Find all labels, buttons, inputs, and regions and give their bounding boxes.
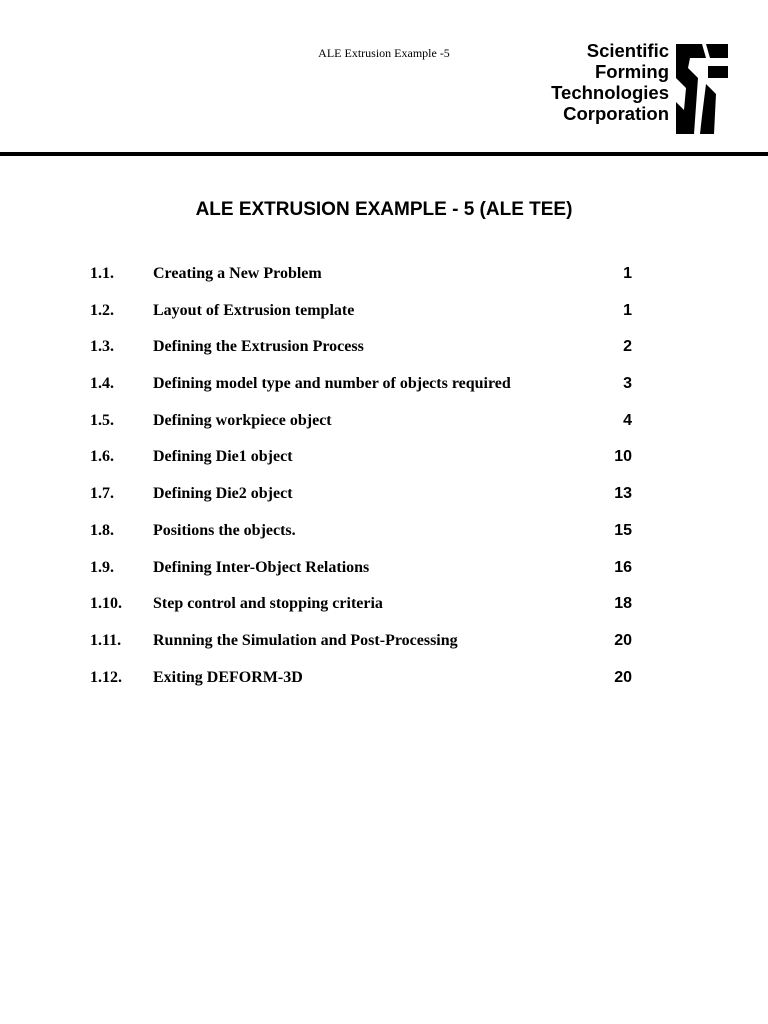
toc-label: Creating a New Problem (153, 265, 322, 282)
toc-entry[interactable] (0, 338, 768, 375)
toc-label: Defining workpiece object (153, 411, 332, 429)
toc-entry[interactable] (0, 448, 768, 485)
toc-label: Exiting DEFORM-3D (153, 668, 303, 686)
toc-number: 1.8. (90, 521, 114, 539)
toc-page-number: 18 (614, 595, 632, 613)
toc-number: 1.3. (90, 338, 114, 356)
page-title: ALE EXTRUSION EXAMPLE - 5 (ALE TEE) (195, 199, 573, 220)
toc-number: 1.9. (90, 558, 114, 576)
toc-label: Defining Die2 object (153, 485, 293, 503)
toc-page-number: 1 (623, 265, 632, 282)
toc-page-number: 4 (623, 411, 632, 429)
toc-number: 1.1. (90, 265, 114, 282)
toc-number: 1.2. (90, 301, 114, 319)
toc-entry[interactable] (0, 595, 768, 632)
toc-entry[interactable] (0, 412, 768, 449)
toc-entry[interactable] (0, 375, 768, 412)
toc-label: Positions the objects. (153, 521, 296, 539)
toc-label: Defining Die1 object (153, 448, 293, 466)
toc-entry[interactable] (0, 559, 768, 596)
toc-number: 1.10. (90, 595, 122, 613)
toc-page-number: 20 (614, 668, 632, 686)
toc-label: Defining the Extrusion Process (153, 338, 364, 356)
toc-page-number: 20 (614, 631, 632, 649)
toc-entry[interactable] (0, 669, 768, 706)
toc-number: 1.7. (90, 485, 114, 503)
toc-entry[interactable] (0, 485, 768, 522)
toc-page-number: 10 (614, 448, 632, 466)
header-divider (0, 152, 768, 156)
toc-entry[interactable] (0, 265, 768, 302)
toc-entry[interactable] (0, 302, 768, 339)
toc-label: Running the Simulation and Post-Processing (153, 631, 458, 649)
toc-page-number: 1 (623, 301, 632, 319)
toc-page-number: 3 (623, 375, 632, 393)
table-of-contents (0, 265, 768, 705)
toc-page-number: 13 (614, 485, 632, 503)
toc-entry[interactable] (0, 632, 768, 669)
toc-number: 1.12. (90, 668, 122, 686)
toc-number: 1.4. (90, 375, 114, 393)
logo-line: Corporation (563, 103, 669, 124)
company-logo-text (551, 40, 669, 124)
toc-label: Defining Inter-Object Relations (153, 558, 370, 576)
toc-page-number: 2 (623, 338, 632, 356)
logo-line: Forming (595, 61, 669, 82)
toc-page-number: 15 (614, 521, 632, 539)
toc-number: 1.11. (90, 631, 122, 649)
toc-label: Defining model type and number of objects required (153, 375, 511, 393)
toc-number: 1.5. (90, 411, 114, 429)
logo-line: Scientific (586, 40, 669, 61)
sftc-logo-icon (676, 44, 728, 134)
toc-entry[interactable] (0, 522, 768, 559)
toc-label: Step control and stopping criteria (153, 595, 383, 613)
toc-number: 1.6. (90, 448, 114, 466)
toc-page-number: 16 (614, 558, 632, 576)
logo-line: Technologies (551, 82, 669, 103)
running-header: ALE Extrusion Example -5 (318, 46, 450, 60)
toc-label: Layout of Extrusion template (153, 301, 355, 319)
